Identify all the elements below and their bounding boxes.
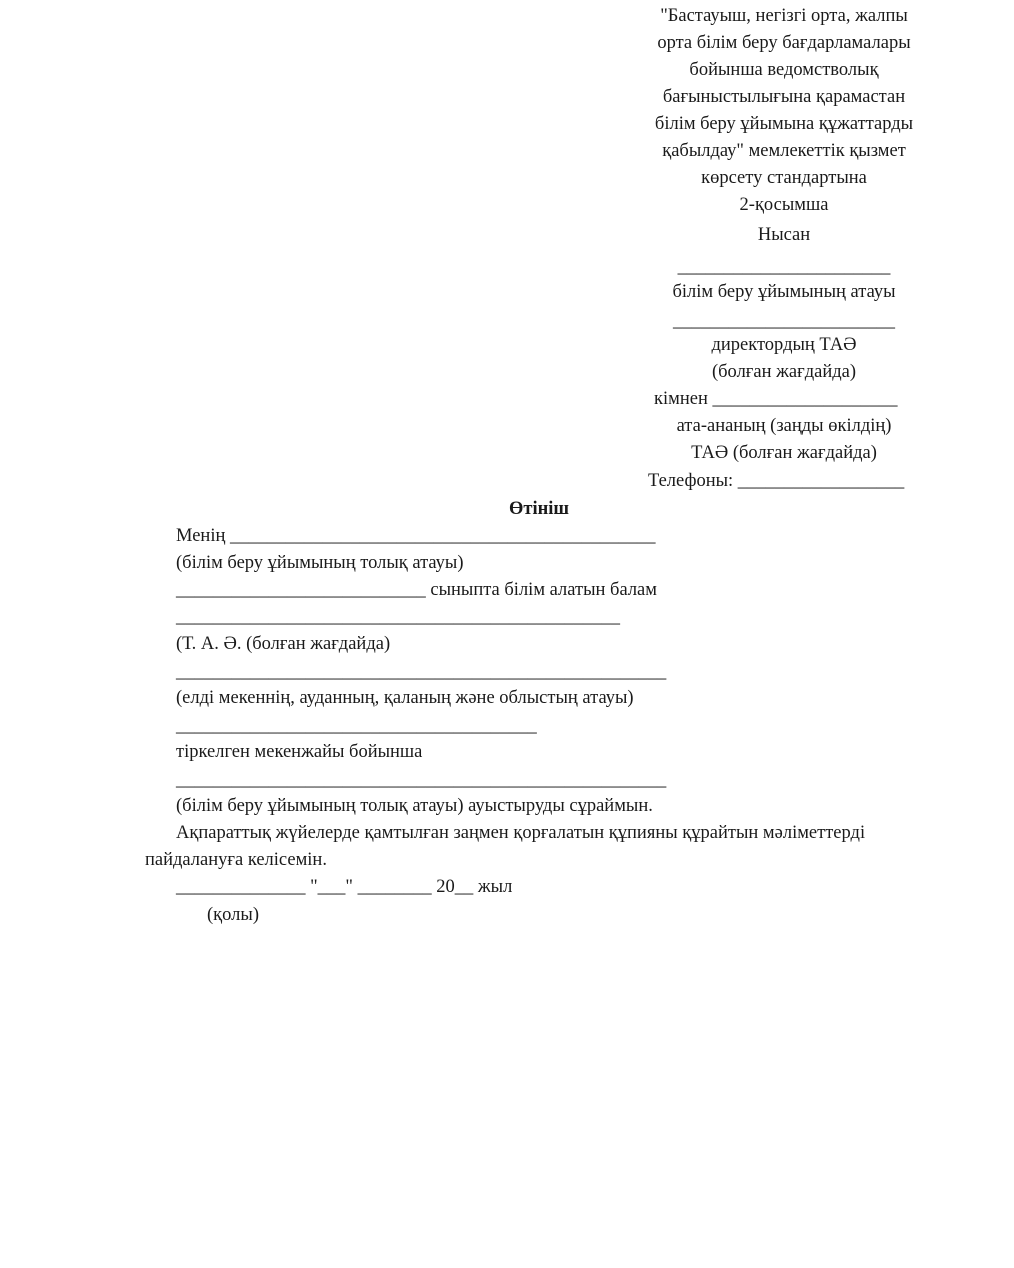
date-line: ______________ "___" ________ 20__ жыл [176,877,513,897]
header-line: көрсету стандартына [701,168,867,188]
form-label: Нысан [757,225,811,245]
body-caption: (Т. А. Ә. (болған жағдайда) [176,634,391,654]
header-line: орта білім беру бағдарламалары [657,33,911,53]
body-line: тіркелген мекенжайы бойынша [176,742,423,762]
body-line: _______________________________________ [176,716,537,736]
parent-caption: ТАӘ (болған жағдайда) [691,443,877,463]
body-line: _____________________________________________________ [176,662,667,682]
parent-caption: ата-ананың (заңды өкілдің) [676,416,892,436]
body-line: ________________________________________________ [176,607,620,627]
document-title: Өтініш [509,499,570,519]
director-caption: директордың ТАӘ [711,335,857,355]
signature-caption: (қолы) [207,905,259,925]
body-caption: (білім беру ұйымының толық атауы) [176,553,464,573]
header-line: қабылдау" мемлекеттік қызмет [662,141,906,161]
header-line: бойынша ведомстволық [689,60,879,80]
body-caption: (елді мекеннің, ауданның, қаланың және облыстың атауы) [176,688,634,708]
header-line: бағыныстылығына қарамастан [662,87,906,107]
body-line: ___________________________ сыныпта білім алатын балам [176,580,657,600]
consent-line: Ақпараттық жүйелерде қамтылған заңмен қорғалатын құпияны құрайтын мәліметтерді [176,823,866,843]
phone-field: Телефоны: __________________ [648,471,905,491]
body-line: (білім беру ұйымының толық атауы) ауыстыруды сұраймын. [176,796,653,816]
director-line: ________________________ [673,311,895,331]
appendix-number: 2-қосымша [739,195,829,215]
body-line: Менің ______________________________________________ [176,526,656,546]
body-line: _____________________________________________________ [176,770,667,790]
consent-line: пайдалануға келісемін. [145,850,327,870]
from-field: кімнен ____________________ [654,389,898,409]
header-line: "Бастауыш, негізгі орта, жалпы [660,6,908,26]
header-line: білім беру ұйымына құжаттарды [654,114,914,134]
director-caption: (болған жағдайда) [711,362,857,382]
org-name-caption: білім беру ұйымының атауы [672,282,896,302]
org-name-line: _______________________ [677,257,891,277]
